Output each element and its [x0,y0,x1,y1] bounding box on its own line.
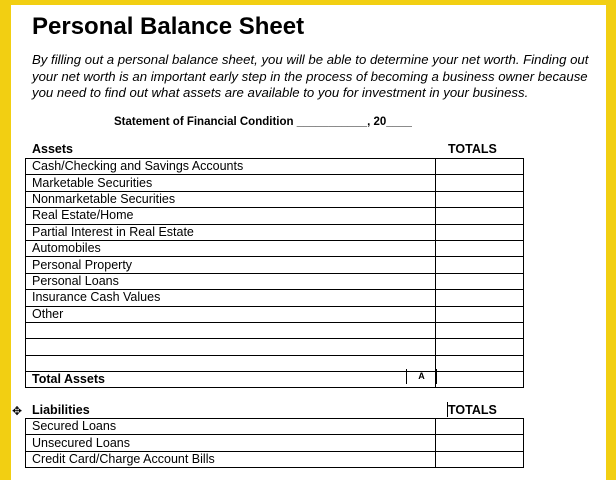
table-row [26,208,524,224]
row-label: Nonmarketable Securities [26,191,436,207]
row-label: Automobiles [26,240,436,256]
table-row [26,339,524,355]
table-row [26,175,524,191]
row-label: Personal Loans [26,273,436,289]
document-title: Personal Balance Sheet [32,13,305,40]
table-row [26,355,524,371]
table-row [26,322,524,338]
assets-header: Assets [32,142,73,156]
row-label: Marketable Securities [26,175,436,191]
amount-cell[interactable] [436,257,524,273]
amount-cell[interactable] [436,191,524,207]
amount-cell[interactable] [436,435,524,451]
total-assets-marker: A [406,369,437,384]
row-label [26,355,436,371]
liabilities-table [25,418,524,468]
move-handle-icon[interactable]: ✥ [12,404,23,418]
table-row [26,451,524,467]
document-page [11,5,606,480]
row-label: Cash/Checking and Savings Accounts [26,159,436,175]
row-label: Real Estate/Home [26,208,436,224]
row-label: Unsecured Loans [26,435,436,451]
liabilities-totals-header: TOTALS [448,403,497,417]
row-label: Partial Interest in Real Estate [26,224,436,240]
row-label: Personal Property [26,257,436,273]
amount-cell[interactable] [436,355,524,371]
table-row [26,159,524,175]
amount-cell[interactable] [436,306,524,322]
row-label [26,322,436,338]
row-label: Other [26,306,436,322]
assets-table [25,158,524,388]
row-label: Secured Loans [26,419,436,435]
amount-cell[interactable] [436,240,524,256]
amount-cell[interactable] [436,290,524,306]
table-row [26,290,524,306]
assets-totals-header: TOTALS [448,142,497,156]
table-row [26,419,524,435]
row-label: Insurance Cash Values [26,290,436,306]
liabilities-header: Liabilities [32,403,90,417]
amount-cell[interactable] [436,451,524,467]
table-row [26,257,524,273]
statement-line: Statement of Financial Condition ___________, 20____ [114,116,412,128]
table-row [26,224,524,240]
amount-cell[interactable] [436,208,524,224]
table-row [26,435,524,451]
amount-cell[interactable] [436,273,524,289]
total-row [26,372,524,388]
intro-paragraph: By filling out a personal balance sheet, you will be able to determine your net worth. Finding out your net worth is an important early step in the process of becoming a business owner because you need to find out what assets are available to you for investment in your business. [32,52,589,100]
table-row [26,306,524,322]
table-row [26,240,524,256]
amount-cell[interactable] [436,175,524,191]
total-assets-label: Total Assets [26,372,436,388]
row-label: Credit Card/Charge Account Bills [26,451,436,467]
table-row [26,191,524,207]
row-label [26,339,436,355]
total-amount-cell[interactable] [436,372,524,388]
amount-cell[interactable] [436,159,524,175]
amount-cell[interactable] [436,419,524,435]
amount-cell[interactable] [436,224,524,240]
amount-cell[interactable] [436,322,524,338]
amount-cell[interactable] [436,339,524,355]
table-row [26,273,524,289]
